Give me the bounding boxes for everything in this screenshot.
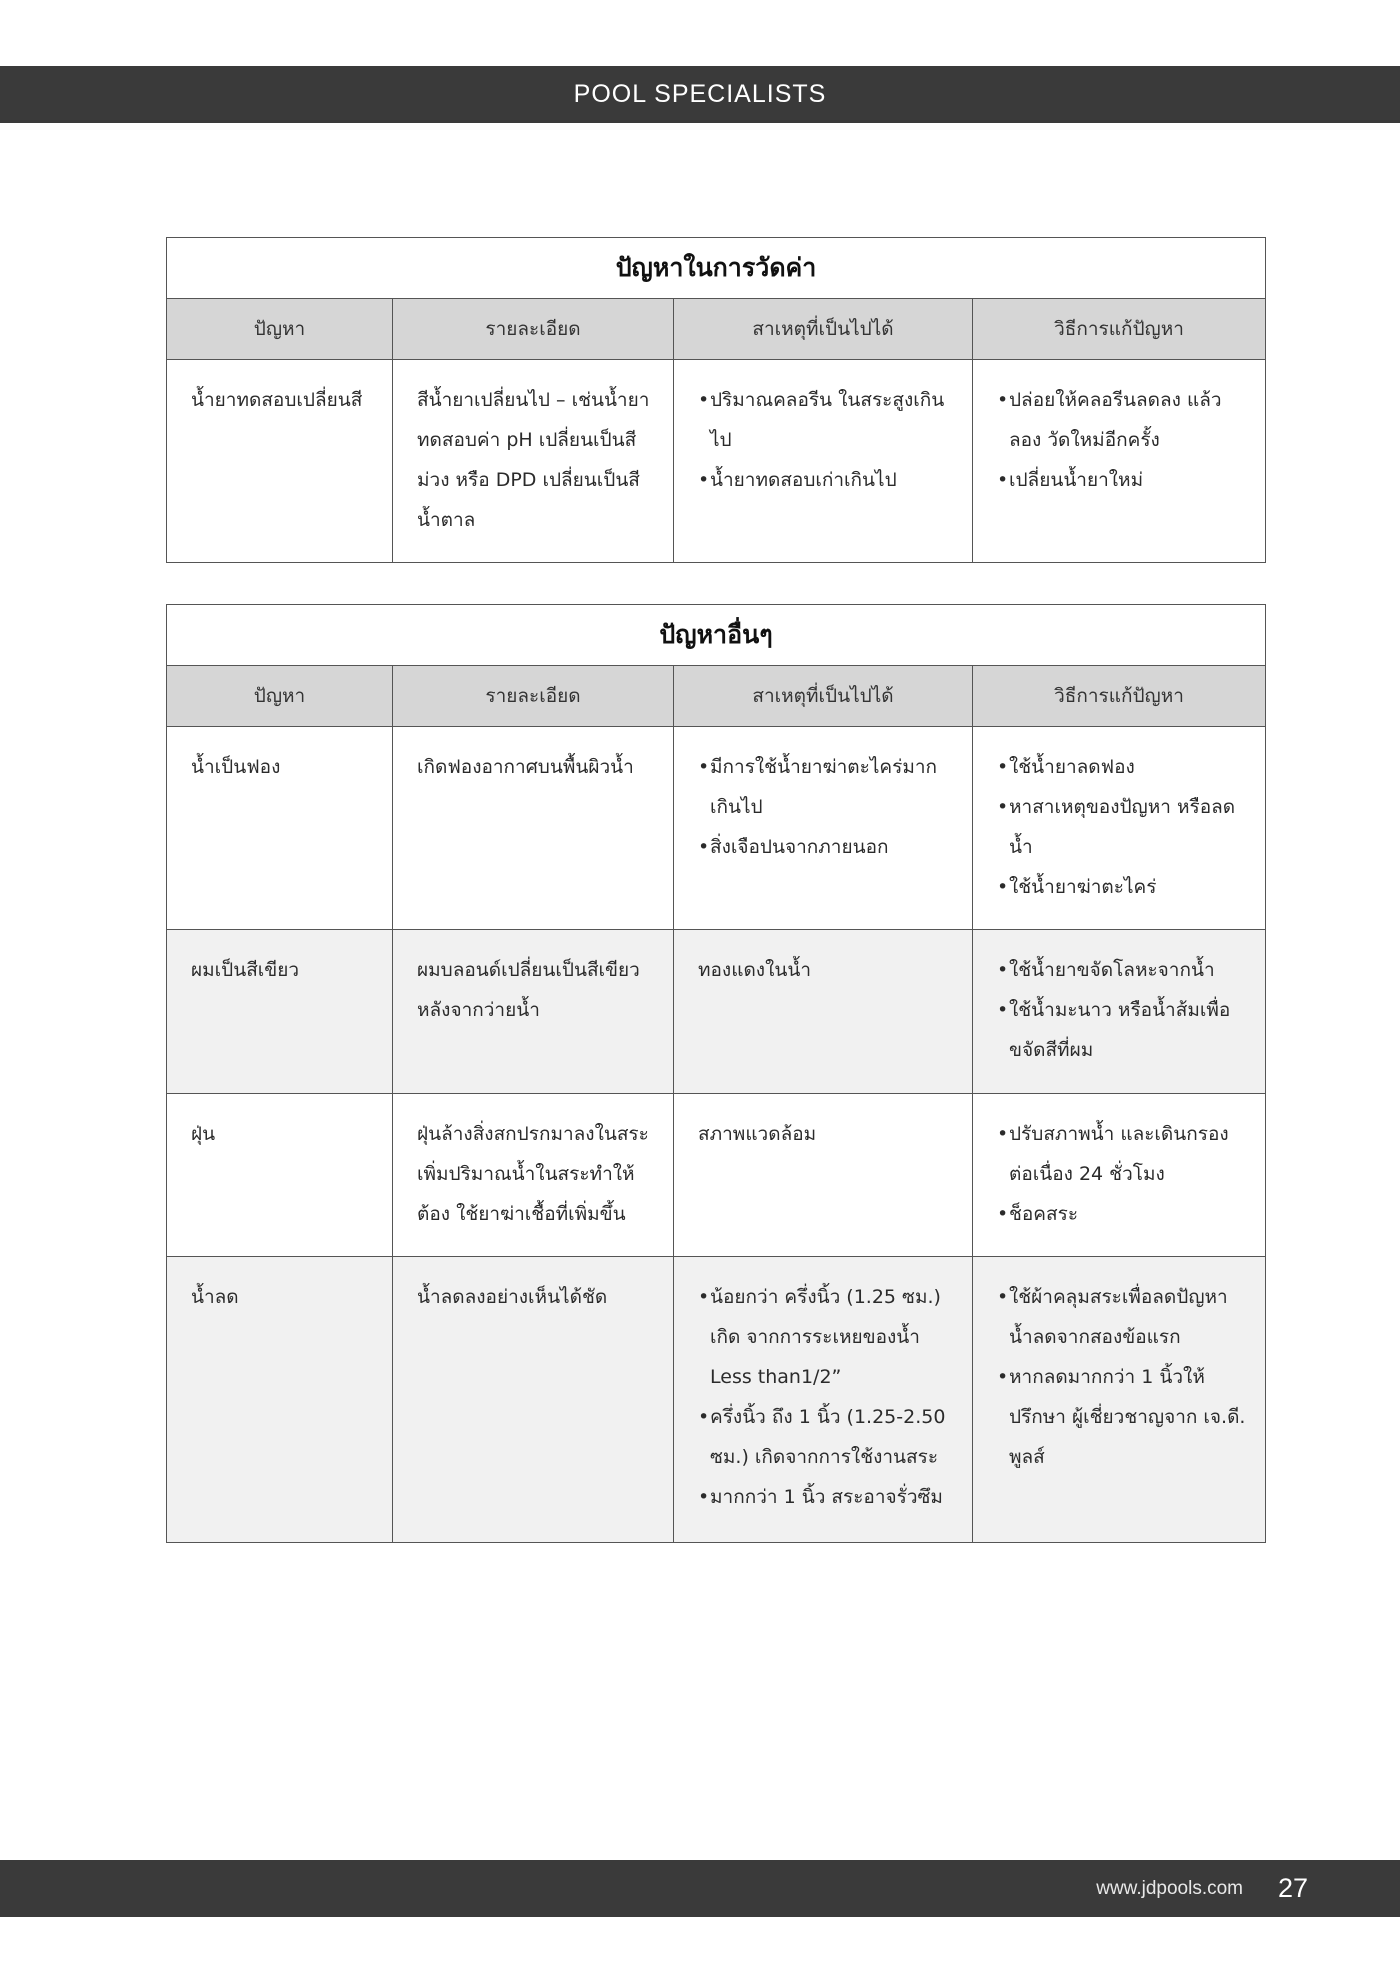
cause-cell: สภาพแวดล้อม (674, 1094, 973, 1257)
bullet-item: • ช็อคสระ (997, 1203, 1079, 1225)
column-header-solution: วิธีการแก้ปัญหา (973, 299, 1266, 360)
bullet-item: • ใช้น้ำมะนาว หรือน้ำส้มเพื่อ ขจัดสีที่ผม (997, 999, 1231, 1061)
bullet-item: • เปลี่ยนน้ำยาใหม่ (997, 469, 1144, 491)
solution-cell (973, 930, 1266, 1094)
other-problems-table (166, 604, 1266, 1543)
column-header-problem: ปัญหา (167, 299, 393, 360)
table-title: ปัญหาอื่นๆ (167, 605, 1266, 666)
cause-cell (674, 1257, 973, 1543)
bullet-item: • มีการใช้น้ำยาฆ่าตะไคร่มาก เกินไป (698, 756, 938, 818)
bullet-item: • ครึ่งนิ้ว ถึง 1 นิ้ว (1.25-2.50 ซม.) เกิดจากการใช้งานสระ (698, 1406, 946, 1468)
problem-cell: น้ำเป็นฟอง (167, 727, 393, 930)
bullet-item: • หากลดมากกว่า 1 นิ้วให้ปรึกษา ผู้เชี่ยวชาญจาก เจ.ดี. พูลส์ (997, 1366, 1246, 1468)
problem-cell: ผมเป็นสีเขียว (167, 930, 393, 1094)
detail-cell: น้ำลดลงอย่างเห็นได้ชัด (393, 1257, 674, 1543)
problem-cell: น้ำยาทดสอบเปลี่ยนสี (167, 360, 393, 563)
footer-url[interactable]: www.jdpools.com (1096, 1878, 1243, 1899)
bullet-item: • ปล่อยให้คลอรีนลดลง แล้วลอง วัดใหม่อีกครั้ง (997, 389, 1222, 451)
column-header-cause: สาเหตุที่เป็นไปได้ (674, 666, 973, 727)
bullet-item: • มากกว่า 1 นิ้ว สระอาจรั่วซึม (698, 1486, 943, 1508)
table-row (167, 1094, 1266, 1257)
solution-cell (973, 360, 1266, 563)
detail-cell: เกิดฟองอากาศบนพื้นผิวน้ำ (393, 727, 674, 930)
bullet-item: • น้อยกว่า ครึ่งนิ้ว (1.25 ซม.) เกิด จากการระเหยของน้ำ Less than1/2” (698, 1286, 941, 1388)
bullet-item: • ปรับสภาพน้ำ และเดินกรอง ต่อเนื่อง 24 ชั่วโมง (997, 1123, 1229, 1185)
table-row (167, 360, 1266, 563)
solution-cell (973, 1094, 1266, 1257)
column-header-detail: รายละเอียด (393, 299, 674, 360)
bullet-item: • น้ำยาทดสอบเก่าเกินไป (698, 469, 897, 491)
column-header-detail: รายละเอียด (393, 666, 674, 727)
table-row (167, 1257, 1266, 1543)
solution-cell (973, 727, 1266, 930)
bullet-item: • ใช้น้ำยาขจัดโลหะจากน้ำ (997, 959, 1215, 981)
header-title: POOL SPECIALISTS (573, 80, 827, 108)
table-row (167, 930, 1266, 1094)
detail-cell: ผมบลอนด์เปลี่ยนเป็นสีเขียว หลังจากว่ายน้ำ (393, 930, 674, 1094)
problem-cell: ฝุ่น (167, 1094, 393, 1257)
column-header-cause: สาเหตุที่เป็นไปได้ (674, 299, 973, 360)
footer-bar (0, 1860, 1400, 1917)
bullet-item: • ปริมาณคลอรีน ในสระสูงเกินไป (698, 389, 945, 451)
page-number: 27 (1277, 1873, 1308, 1903)
detail-cell: สีน้ำยาเปลี่ยนไป – เช่นน้ำยา ทดสอบค่า pH เปลี่ยนเป็นสีม่วง หรือ DPD เปลี่ยนเป็นสีน้ำตาล (393, 360, 674, 563)
bullet-item: • ใช้ผ้าคลุมสระเพื่อลดปัญหา น้ำลดจากสองข้อแรก (997, 1286, 1228, 1348)
detail-cell: ฝุ่นล้างสิ่งสกปรกมาลงในสระ เพิ่มปริมาณน้ำในสระทำให้ต้อง ใช้ยาฆ่าเชื้อที่เพิ่มขึ้น (393, 1094, 674, 1257)
bullet-item: • ใช้น้ำยาฆ่าตะไคร่ (997, 876, 1157, 898)
cause-cell: ทองแดงในน้ำ (674, 930, 973, 1094)
table-row (167, 727, 1266, 930)
table-title: ปัญหาในการวัดค่า (167, 238, 1266, 299)
solution-cell (973, 1257, 1266, 1543)
bullet-item: • ใช้น้ำยาลดฟอง (997, 756, 1135, 778)
bullet-item: • หาสาเหตุของปัญหา หรือลดน้ำ (997, 796, 1236, 858)
cause-cell (674, 360, 973, 563)
bullet-item: • สิ่งเจือปนจากภายนอก (698, 836, 889, 858)
header-bar (0, 66, 1400, 123)
measurement-problems-table (166, 237, 1266, 563)
column-header-problem: ปัญหา (167, 666, 393, 727)
cause-cell (674, 727, 973, 930)
column-header-solution: วิธีการแก้ปัญหา (973, 666, 1266, 727)
problem-cell: น้ำลด (167, 1257, 393, 1543)
